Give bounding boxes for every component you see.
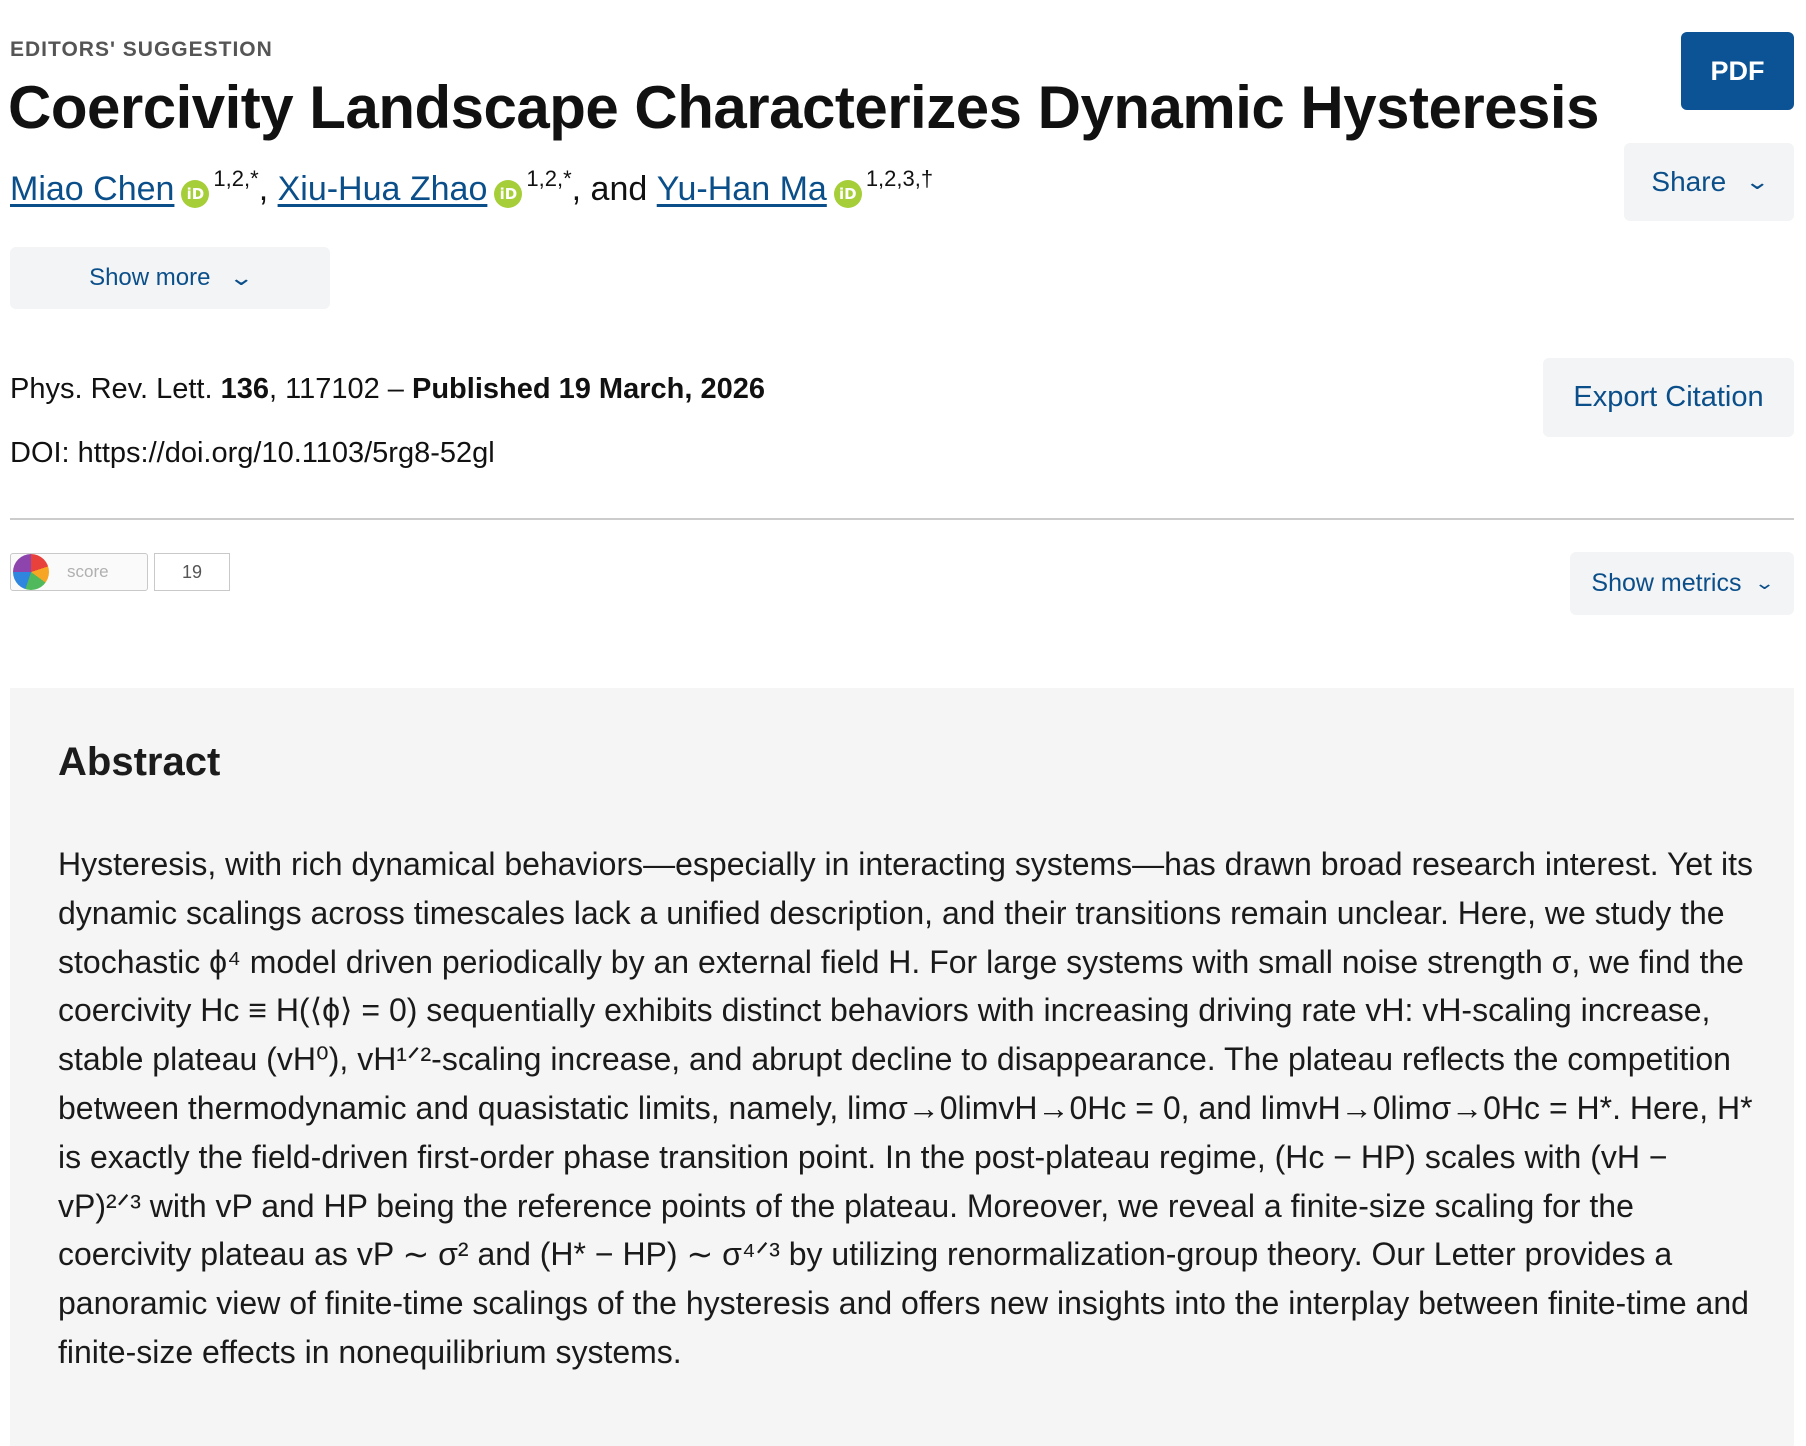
chevron-down-icon: ⌄	[1744, 169, 1771, 194]
article-kicker: EDITORS' SUGGESTION	[10, 38, 273, 61]
article-number: , 117102 –	[269, 373, 412, 405]
divider	[10, 518, 1794, 520]
author-separator: , and	[571, 170, 657, 208]
article-title: Coercivity Landscape Characterizes Dynamic Hysteresis	[8, 74, 1599, 141]
show-metrics-label: Show metrics	[1591, 569, 1742, 597]
chevron-down-icon: ⌄	[1754, 573, 1776, 593]
author-link[interactable]: Xiu-Hua Zhao	[277, 170, 488, 208]
altmetric-donut-icon	[13, 554, 49, 590]
orcid-icon[interactable]: iD	[181, 180, 209, 208]
altmetric-score-label: score	[67, 562, 109, 581]
pdf-button[interactable]: PDF	[1681, 32, 1794, 110]
doi-line: DOI: https://doi.org/10.1103/5rg8-52gl	[10, 437, 495, 469]
share-label: Share	[1651, 166, 1727, 197]
chevron-down-icon: ⌄	[228, 265, 255, 290]
altmetric-label-box	[10, 553, 148, 591]
author-affiliations: 1,2,3,†	[865, 166, 934, 191]
published-date: Published 19 March, 2026	[411, 373, 765, 405]
journal-name: Phys. Rev. Lett.	[10, 373, 213, 405]
altmetric-badge[interactable]	[10, 552, 230, 592]
author-list	[10, 166, 934, 209]
author-affiliations: 1,2,*	[213, 166, 259, 191]
abstract-heading: Abstract	[58, 740, 221, 784]
show-metrics-button[interactable]	[1570, 552, 1794, 615]
share-button[interactable]	[1624, 143, 1794, 221]
volume-number: 136	[220, 373, 269, 405]
export-citation-button[interactable]: Export Citation	[1543, 358, 1794, 437]
author-separator: ,	[258, 170, 278, 208]
author-affiliations: 1,2,*	[526, 166, 572, 191]
citation-line	[10, 373, 765, 406]
show-more-button[interactable]	[10, 247, 330, 309]
show-more-label: Show more	[89, 264, 211, 291]
abstract-body: Hysteresis, with rich dynamical behaviors—especially in interacting systems—has drawn broad research interest. Yet its dynamic scalings across timescales lack a unified description, and their transitions remain unclear. Here, we study the stochastic ϕ⁴ model driven periodically by an external field H. For large systems with small noise strength σ, we find the coercivity Hc ≡ H(⟨ϕ⟩ = 0) sequentially exhibits distinct behaviors with increasing driving rate vH: vH-scaling increase, stable plateau (vH⁰), vH¹ᐟ²-scaling increase, and abrupt decline to disappearance. The plateau reflects the competition between thermodynamic and quasistatic limits, namely, limσ→0limvH→0Hc = 0, and limvH→0limσ→0Hc = H*. Here, H* is exactly the field-driven first-order phase transition point. In the post-plateau regime, (Hc − HP) scales with (vH − vP)²ᐟ³ with vP and HP being the reference points of the plateau. Moreover, we reveal a finite-size scaling for the coercivity plateau as vP ∼ σ² and (H* − HP) ∼ σ⁴ᐟ³ by utilizing renormalization-group theory. Our Letter provides a panoramic view of finite-time scalings of the hysteresis and offers new insights into the interplay between finite-time and finite-size effects in nonequilibrium systems.	[58, 846, 1753, 1370]
author-link[interactable]: Yu-Han Ma	[656, 170, 827, 208]
altmetric-score: 19	[154, 553, 230, 591]
author-link[interactable]: Miao Chen	[10, 170, 175, 208]
orcid-icon[interactable]: iD	[494, 180, 522, 208]
orcid-icon[interactable]: iD	[834, 180, 862, 208]
